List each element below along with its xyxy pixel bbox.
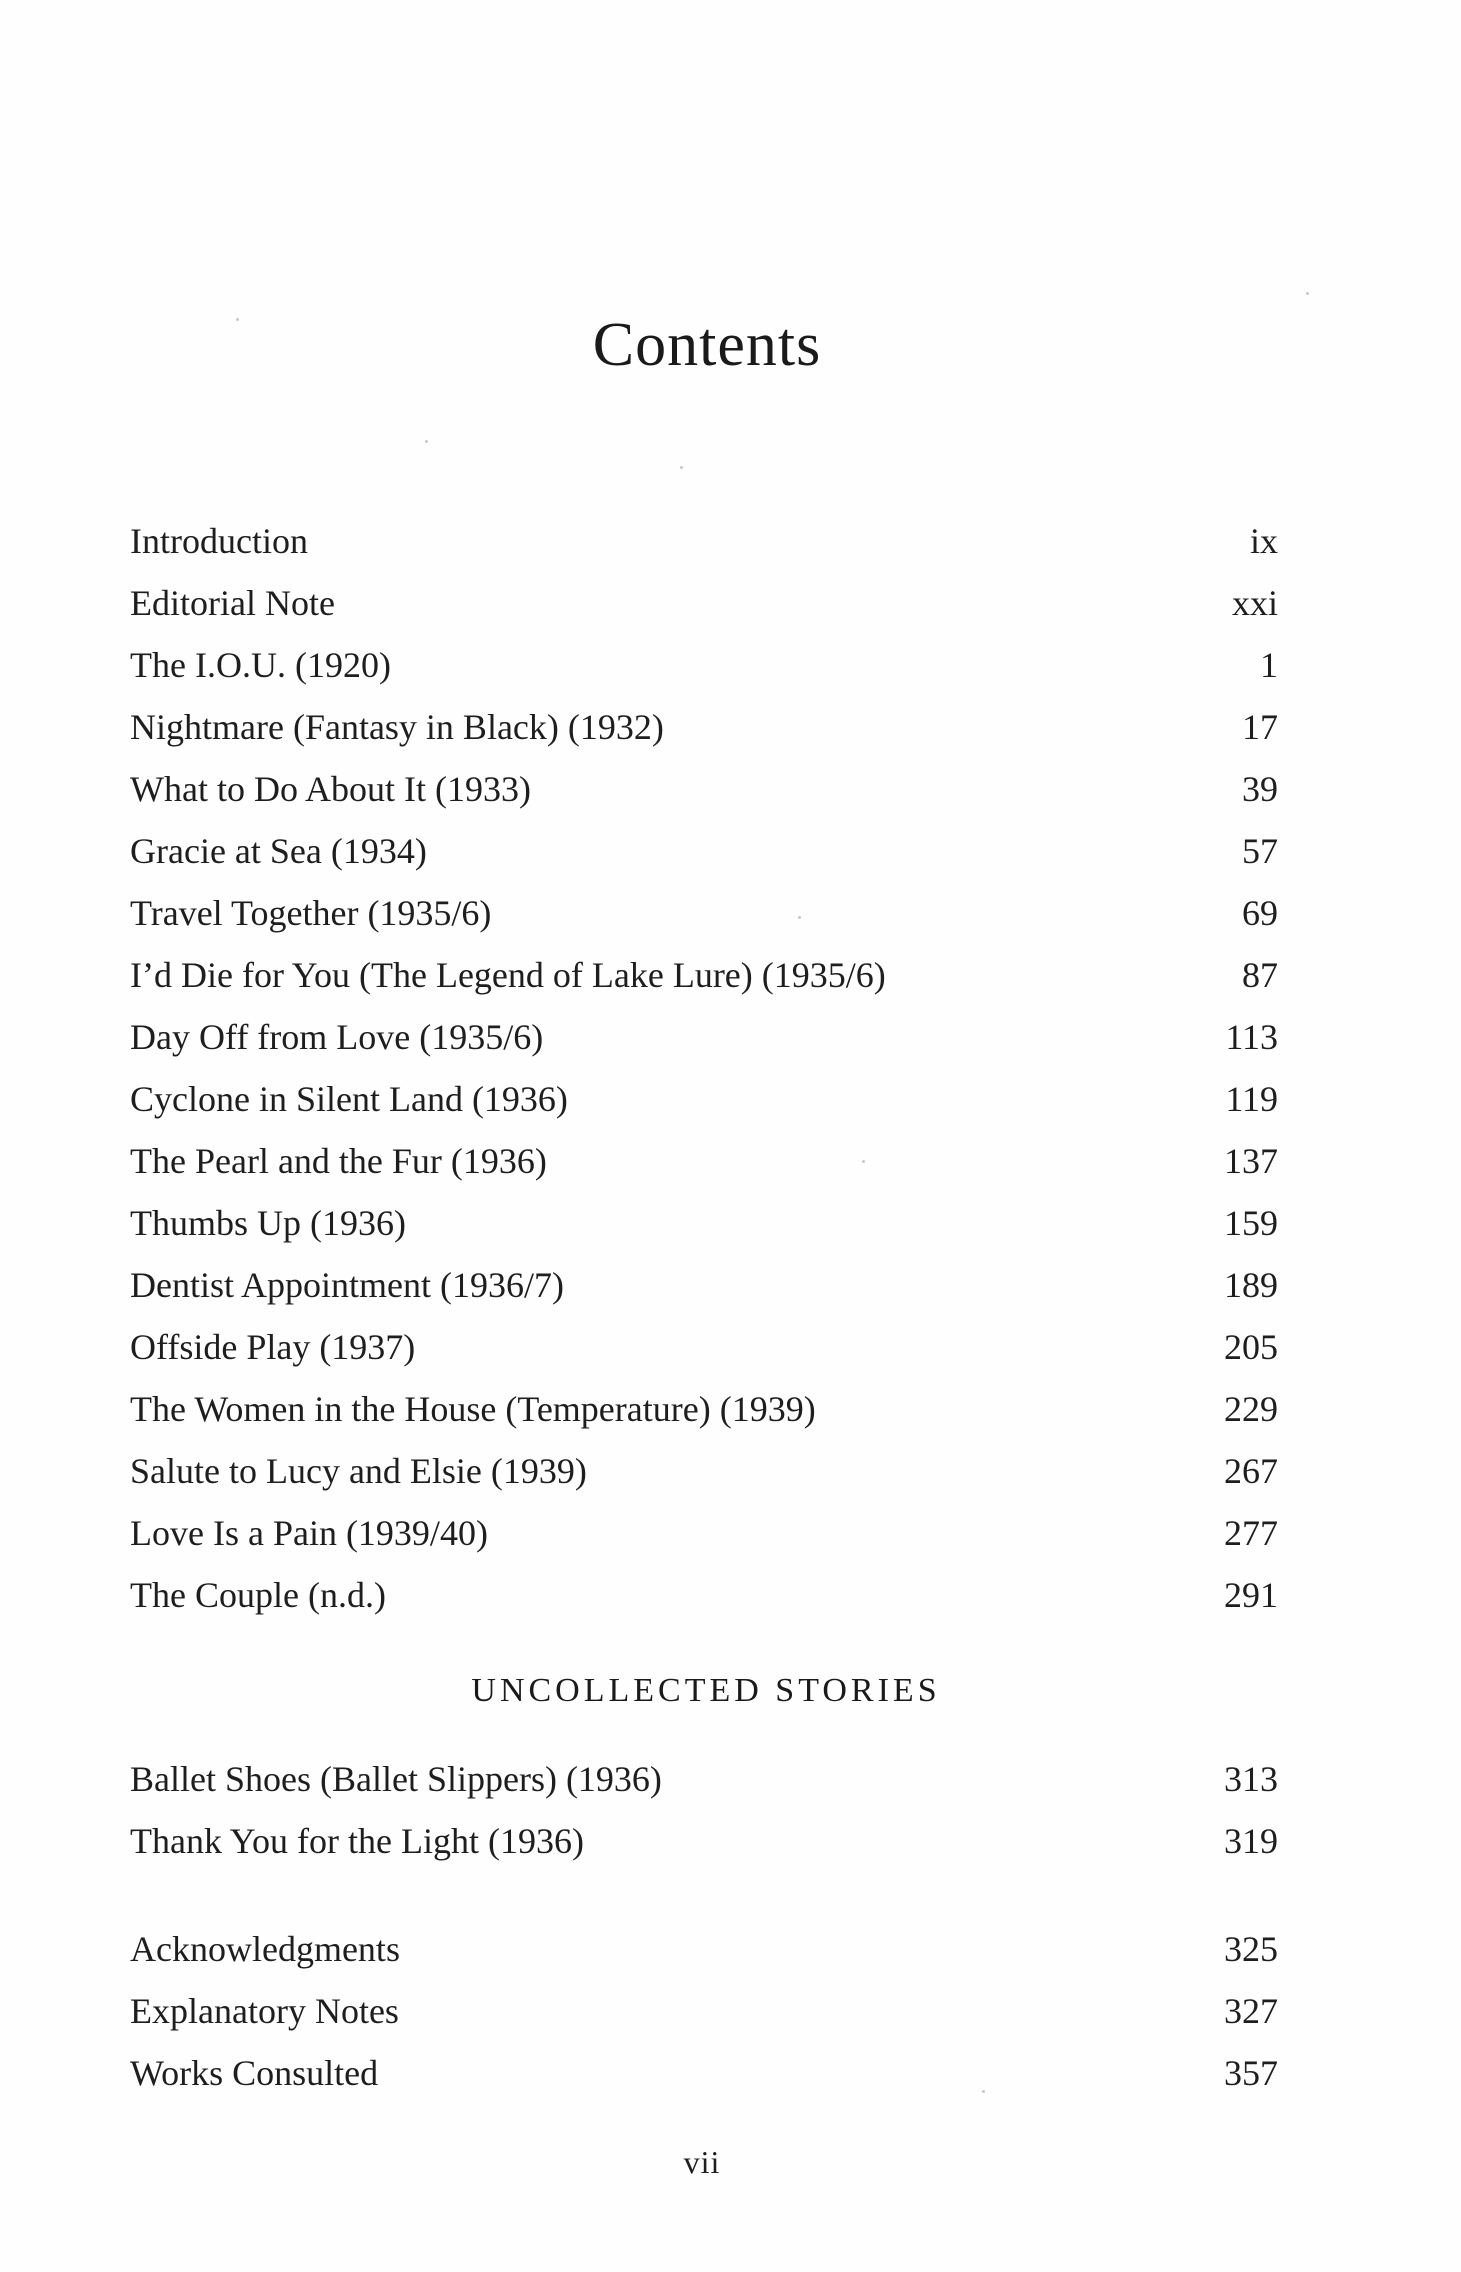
toc-entry-page: xxi <box>1231 583 1278 623</box>
toc-entry-title: The Couple (n.d.) <box>130 1575 386 1615</box>
toc-entry-title: Dentist Appointment (1936/7) <box>130 1265 564 1305</box>
toc-entry-title: Love Is a Pain (1939/40) <box>130 1513 488 1553</box>
main-contents-list <box>130 510 1278 1626</box>
toc-entry-title: Nightmare (Fantasy in Black) (1932) <box>130 707 664 747</box>
toc-entry[interactable] <box>130 1192 1278 1254</box>
toc-entry-title: Cyclone in Silent Land (1936) <box>130 1079 568 1119</box>
toc-entry[interactable] <box>130 1748 1278 1810</box>
toc-entry-page: ix <box>1249 521 1278 561</box>
page-number: vii <box>683 2144 721 2180</box>
toc-entry-page: 137 <box>1224 1141 1278 1181</box>
toc-entry[interactable] <box>130 758 1278 820</box>
toc-entry-title: Thank You for the Light (1936) <box>130 1821 584 1861</box>
toc-entry[interactable] <box>130 1980 1278 2042</box>
toc-entry-title: Travel Together (1935/6) <box>130 893 492 933</box>
toc-entry-page: 113 <box>1225 1017 1278 1057</box>
toc-entry-title: Ballet Shoes (Ballet Slippers) (1936) <box>130 1759 662 1799</box>
toc-entry-page: 277 <box>1224 1513 1278 1553</box>
toc-entry[interactable] <box>130 1502 1278 1564</box>
toc-entry-page: 57 <box>1242 831 1278 871</box>
toc-entry[interactable] <box>130 820 1278 882</box>
toc-entry-title: The I.O.U. (1920) <box>130 645 391 685</box>
toc-entry[interactable] <box>130 1006 1278 1068</box>
toc-entry[interactable] <box>130 1254 1278 1316</box>
toc-entry-title: Day Off from Love (1935/6) <box>130 1017 544 1057</box>
toc-entry-title: Salute to Lucy and Elsie (1939) <box>130 1451 587 1491</box>
back-matter-list <box>130 1918 1278 2104</box>
toc-entry[interactable] <box>130 1564 1278 1626</box>
uncollected-contents-list <box>130 1748 1278 1872</box>
toc-entry-title: Works Consulted <box>130 2053 379 2093</box>
toc-entry[interactable] <box>130 1810 1278 1872</box>
toc-entry-page: 319 <box>1224 1821 1278 1861</box>
toc-entry[interactable] <box>130 1130 1278 1192</box>
toc-entry-page: 229 <box>1224 1389 1278 1429</box>
toc-entry[interactable] <box>130 1440 1278 1502</box>
toc-entry-page: 327 <box>1224 1991 1278 2031</box>
toc-entry-title: The Pearl and the Fur (1936) <box>130 1141 547 1181</box>
toc-entry-page: 39 <box>1242 769 1278 809</box>
paper-speck <box>1306 292 1309 295</box>
toc-entry[interactable] <box>130 1068 1278 1130</box>
page-title: Contents <box>592 310 822 379</box>
toc-entry-title: The Women in the House (Temperature) (1939) <box>130 1389 816 1429</box>
toc-entry-page: 1 <box>1260 645 1278 685</box>
toc-entry[interactable] <box>130 882 1278 944</box>
toc-entry[interactable] <box>130 510 1278 572</box>
toc-entry[interactable] <box>130 2042 1278 2104</box>
paper-speck <box>425 440 428 443</box>
toc-entry[interactable] <box>130 696 1278 758</box>
uncollected-stories-heading: UNCOLLECTED STORIES <box>471 1672 941 1709</box>
paper-speck <box>680 466 683 469</box>
toc-entry-page: 313 <box>1224 1759 1278 1799</box>
toc-entry[interactable] <box>130 634 1278 696</box>
toc-entry[interactable] <box>130 572 1278 634</box>
toc-entry-page: 69 <box>1242 893 1278 933</box>
toc-entry-page: 291 <box>1224 1575 1278 1615</box>
toc-entry-title: I’d Die for You (The Legend of Lake Lure) (1935/6) <box>130 955 886 995</box>
toc-entry-title: Offside Play (1937) <box>130 1327 416 1367</box>
toc-entry-title: Editorial Note <box>130 583 335 623</box>
toc-entry-title: Gracie at Sea (1934) <box>130 831 427 871</box>
toc-entry-page: 119 <box>1225 1079 1278 1119</box>
toc-entry[interactable] <box>130 1316 1278 1378</box>
toc-entry-title: Introduction <box>130 521 308 561</box>
toc-entry-page: 87 <box>1242 955 1278 995</box>
toc-entry-page: 189 <box>1224 1265 1278 1305</box>
toc-entry-page: 205 <box>1224 1327 1278 1367</box>
toc-entry-page: 267 <box>1224 1451 1278 1491</box>
toc-entry-title: Acknowledgments <box>130 1929 400 1969</box>
toc-entry-page: 17 <box>1242 707 1278 747</box>
toc-entry-title: What to Do About It (1933) <box>130 769 531 809</box>
toc-entry-page: 159 <box>1224 1203 1278 1243</box>
toc-entry-title: Thumbs Up (1936) <box>130 1203 406 1243</box>
toc-entry[interactable] <box>130 1378 1278 1440</box>
toc-entry[interactable] <box>130 1918 1278 1980</box>
toc-entry-page: 325 <box>1224 1929 1278 1969</box>
toc-entry-title: Explanatory Notes <box>130 1991 399 2031</box>
toc-entry-page: 357 <box>1224 2053 1278 2093</box>
toc-entry[interactable] <box>130 944 1278 1006</box>
